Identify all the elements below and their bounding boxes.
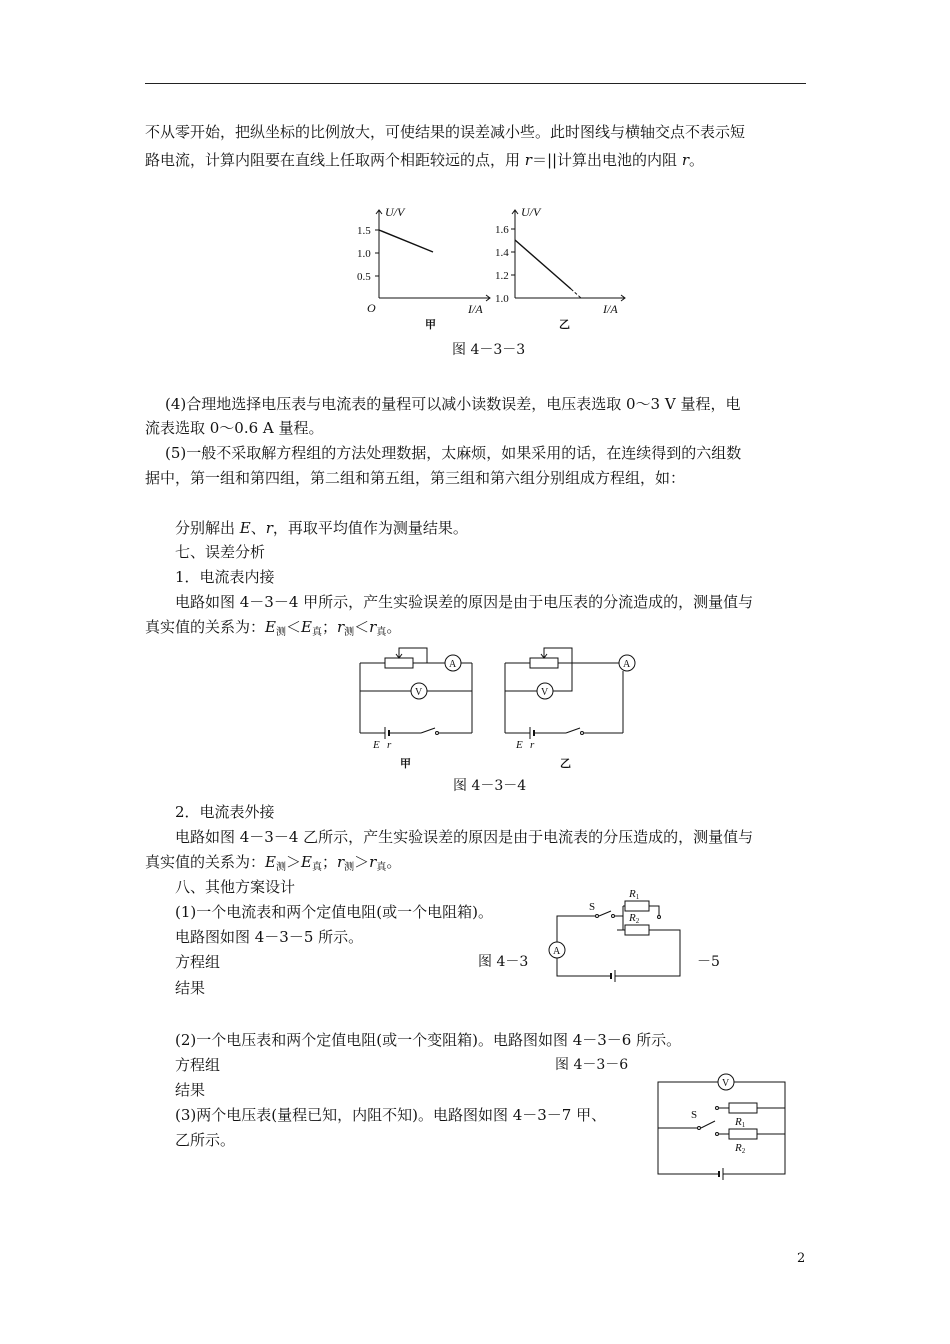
item8-1-line-1: (1)一个电流表和两个定值电阻(或一个电阻箱)。	[175, 903, 493, 921]
voltmeter-label: V	[722, 1078, 730, 1089]
intro-line-2: 路电流，计算内阻要在直线上任取两个相距较远的点，用 r＝||计算出电池的内阻 r。	[145, 151, 705, 169]
graph-left-tick-2: 1.0	[357, 248, 371, 260]
internal-r-label: r	[387, 739, 392, 751]
item5-line-2: 据中，第一组和第四组，第二组和第五组，第三组和第六组分别组成方程组，如：	[145, 469, 686, 487]
graph-left-label: 甲	[425, 319, 436, 331]
voltmeter-label: V	[415, 687, 423, 698]
graph-right-tick-3: 1.2	[495, 270, 509, 282]
item4-line-2: 流表选取 0～0.6 A 量程。	[145, 419, 324, 437]
fig4-caption: 图 4－3－4	[453, 778, 527, 794]
header-rule	[145, 83, 806, 84]
circuit-fig6	[655, 1074, 795, 1184]
item8-1-result: 结果	[175, 979, 206, 997]
graph-right-x-axis-label: I/A	[603, 302, 618, 316]
ammeter-label: A	[623, 659, 631, 670]
resistor-r1-label: R1	[735, 1116, 746, 1129]
switch-label: S	[589, 901, 596, 913]
sub-1-heading: 1．电流表内接	[175, 568, 275, 586]
graph-left-x-axis-label: I/A	[468, 302, 483, 316]
emf-label: E	[516, 739, 523, 751]
fig6-caption: 图 4－3－6	[555, 1057, 629, 1073]
graph-left-y-axis-label: U/V	[385, 205, 405, 219]
resistor-r2-label: R2	[629, 912, 640, 925]
item8-2-result: 结果	[175, 1081, 206, 1099]
item8-1-equations: 方程组	[175, 953, 221, 971]
fig5-caption-b: －5	[697, 954, 720, 970]
item8-3-line-1: (3)两个电压表(量程已知，内阻不知)。电路图如图 4－3－7 甲、	[175, 1106, 607, 1124]
graph-right-y-axis-label: U/V	[521, 205, 541, 219]
ammeter-label: A	[553, 946, 561, 957]
graph-right	[495, 200, 635, 330]
fig5-caption-a: 图 4－3	[478, 954, 529, 970]
item8-3-line-2: 乙所示。	[175, 1131, 236, 1149]
voltmeter-label: V	[541, 687, 549, 698]
graph-right-tick-4: 1.0	[495, 293, 509, 305]
intro-line-1: 不从零开始，把纵坐标的比例放大，可使结果的误差减小些。此时图线与横轴交点不表示短	[145, 123, 746, 141]
circuit-fig5	[545, 886, 685, 986]
page-number: 2	[797, 1251, 806, 1266]
circuit-left	[355, 645, 480, 770]
graph-left-tick-3: 0.5	[357, 271, 371, 283]
graph-right-tick-1: 1.6	[495, 224, 509, 236]
switch-label: S	[691, 1109, 698, 1121]
resistor-r2-label: R2	[735, 1142, 746, 1155]
para2-line-1: 电路如图 4－3－4 乙所示，产生实验误差的原因是由于电流表的分压造成的，测量值与	[175, 828, 754, 846]
item8-2-equations: 方程组	[175, 1056, 221, 1074]
circuit-left-label: 甲	[400, 758, 411, 770]
sub-2-heading: 2．电流表外接	[175, 803, 275, 821]
emf-label: E	[373, 739, 380, 751]
fig3-caption: 图 4－3－3	[452, 342, 526, 358]
item4-line-1: (4)合理地选择电压表与电流表的量程可以减小读数误差，电压表选取 0～3 V 量程，电	[165, 395, 741, 413]
section-8-heading: 八、其他方案设计	[175, 878, 296, 896]
para1-line-1: 电路如图 4－3－4 甲所示，产生实验误差的原因是由于电压表的分流造成的，测量值与	[175, 593, 754, 611]
item8-2-line-1: (2)一个电压表和两个定值电阻(或一个变阻箱)。电路图如图 4－3－6 所示。	[175, 1031, 682, 1049]
graph-right-tick-2: 1.4	[495, 247, 509, 259]
circuit-right	[500, 645, 630, 770]
internal-r-label: r	[530, 739, 535, 751]
circuit-right-label: 乙	[560, 758, 571, 770]
resistor-r1-label: R1	[629, 888, 640, 901]
section-7-heading: 七、误差分析	[175, 543, 266, 561]
item5-line-1: (5)一般不采取解方程组的方法处理数据，太麻烦，如果采用的话，在连续得到的六组数	[165, 444, 742, 462]
para2-line-2: 真实值的关系为：$E_测>E_真$；$r_测>r_真$。	[145, 853, 402, 873]
ammeter-label: A	[449, 659, 457, 670]
graph-left-origin: O	[367, 301, 376, 315]
solve-line: 分别解出 E、r，再取平均值作为测量结果。	[175, 519, 468, 537]
para1-line-2: 真实值的关系为：$E_测<E_真$；$r_测<r_真$。	[145, 618, 402, 638]
graph-right-label: 乙	[559, 319, 570, 331]
item8-1-line-2: 电路图如图 4－3－5 所示。	[175, 928, 364, 946]
graph-left	[355, 200, 495, 330]
graph-left-tick-1: 1.5	[357, 225, 371, 237]
